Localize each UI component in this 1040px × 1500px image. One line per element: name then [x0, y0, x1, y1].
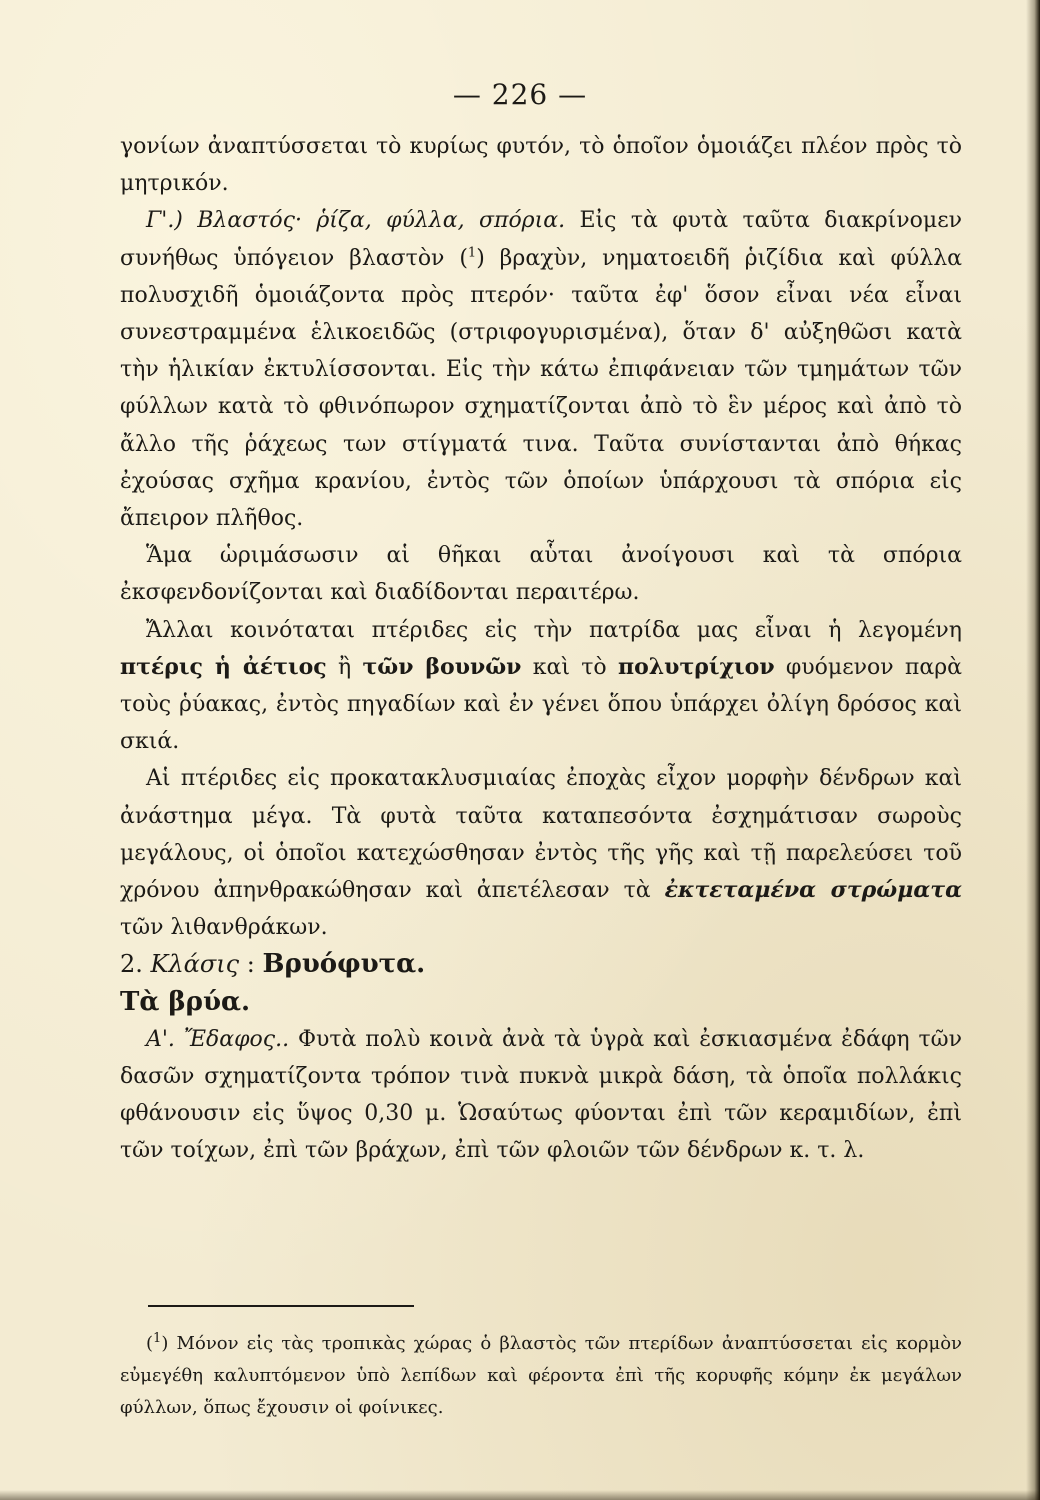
term-polytrichion: πολυτρίχιον	[617, 653, 775, 680]
footnote-mark-close: )	[161, 1333, 169, 1354]
paragraph-4-text-c: ἢ	[326, 654, 363, 680]
page-edge-shadow	[1026, 0, 1040, 1500]
section-label-g: Γ'.) Βλαστός· ῥίζα, φύλλα, σπόρια.	[146, 208, 566, 234]
footnotes	[120, 1328, 962, 1424]
paragraph-5-text-c: τῶν λιθανθράκων.	[120, 915, 328, 941]
term-strata: ἐκτεταμένα στρώματα	[664, 877, 963, 904]
term-pteris: πτέρις ἡ ἀέτιος	[120, 653, 327, 680]
class-number: 2.	[120, 950, 151, 979]
footnote-text: Μόνον εἰς τὰς τροπικὰς χώρας ὁ βλαστὸς τῶν πτερίδων ἀναπτύσσεται εἰς κορμὸν εὐμεγέθη καλυπτόμενον ὑπὸ λεπίδων καὶ φέροντα ἐπὶ τῆς κορυφῆς κόμην ἐκ μεγάλων φύλλων, ὅπως ἔχουσιν οἱ φοίνικες.	[120, 1333, 962, 1418]
paragraph-2-text-b: ) βραχὺν, νηματοειδῆ ῥιζίδια καὶ φύλλα πολυσχιδῆ ὁμοιάζοντα πρὸς πτερόν· ταῦτα ἐφ' ὅσον εἶναι νέα εἶναι συνεστραμμένα ἑλικοειδῶς (στριφογυρισμένα), ὅταν δ' αὐξηθῶσι κατὰ τὴν ἡλικίαν ἐκτυλίσσονται. Εἰς τὴν κάτω ἐπιφάνειαν τῶν τμημάτων τῶν φύλλων κατὰ τὸ φθινόπωρον σχηματίζονται ἀπὸ τὸ ἓν μέρος καὶ ἀπὸ τὸ ἄλλο τῆς ῥάχεως των στίγματά τινα. Ταῦτα συνίστανται ἀπὸ θήκας ἐχούσας σχῆμα κρανίου, ἐντὸς τῶν ὁποίων ὑπάρχουσι τὰ σπόρια εἰς ἄπειρον πλῆθος.	[120, 245, 962, 532]
term-vounon: τῶν βουνῶν	[362, 653, 522, 680]
footnote-divider	[148, 1305, 414, 1307]
subheading	[120, 984, 962, 1021]
main-text	[120, 128, 962, 1170]
page-bottom-shadow	[0, 1490, 1040, 1500]
class-heading	[120, 946, 962, 983]
paragraph-section-a	[120, 1021, 962, 1170]
paragraph-1: γονίων ἀναπτύσσεται τὸ κυρίως φυτόν, τὸ ὁποῖον ὁμοιάζει πλέον πρὸς τὸ μητρικόν.	[120, 134, 962, 197]
paragraph-4-text-a: Ἄλλαι κοινόταται πτέριδες εἰς τὴν πατρίδα μας εἶναι ἡ λεγομένη	[146, 617, 962, 643]
paragraph-3: Ἅμα ὡριμάσωσιν αἱ θῆκαι αὗται ἀνοίγουσι καὶ τὰ σπόρια ἐκσφενδονίζονται καὶ διαδίδονται περαιτέρω.	[120, 543, 962, 606]
section-label-a: Α'. Ἔδαφος..	[146, 1026, 290, 1052]
class-label: Κλάσις	[150, 950, 240, 979]
class-name: Βρυόφυτα.	[262, 949, 426, 980]
subheading-text: Τὰ βρύα.	[120, 986, 251, 1017]
footnote-ref: 1	[467, 245, 477, 261]
paragraph-5-text-a: Αἱ πτέριδες εἰς προκατακλυσμιαίας ἐποχὰς εἶχον μορφὴν δένδρων καὶ ἀνάστημα μέγα. Τὰ φυτὰ ταῦτα καταπεσόντα ἐσχημάτισαν σωροὺς μεγάλους, οἱ ὁποῖοι κατεχώσθησαν ἐντὸς τῆς γῆς καὶ τῇ παρελεύσει τοῦ χρόνου ἀπηνθρακώθησαν καὶ ἀπετέλεσαν τὰ	[120, 766, 962, 904]
paragraph-4-text-e: φυόμενον παρὰ τοὺς ῥύακας, ἐντὸς πηγαδίων καὶ ἐν γένει ὅπου ὑπάρχει ὀλίγη δρόσος καὶ σκιά.	[120, 654, 962, 755]
page-number: — 226 —	[452, 78, 588, 111]
footnote-mark: 1	[153, 1331, 162, 1346]
paragraph-2-text-a: Εἰς τὰ φυτὰ ταῦτα διακρίνομεν συνήθως ὑπόγειον βλαστὸν (	[120, 208, 962, 271]
paragraph-5	[120, 760, 962, 946]
paragraph-2	[120, 202, 962, 537]
footnote-mark-open: (	[146, 1333, 154, 1354]
class-colon: :	[239, 950, 263, 979]
footnote-1	[120, 1328, 962, 1424]
paragraph-4-text-d: καὶ τὸ	[521, 654, 618, 680]
section-a-text: Φυτὰ πολὺ κοινὰ ἀνὰ τὰ ὑγρὰ καὶ ἐσκιασμένα ἐδάφη τῶν δασῶν σχηματίζοντα τρόπον τινὰ πυκνὰ μικρὰ δάση, τὰ ὁποῖα πολλάκις φθάνουσιν εἰς ὕψος 0,30 μ. Ὡσαύτως φύονται ἐπὶ τῶν κεραμιδίων, ἐπὶ τῶν τοίχων, ἐπὶ τῶν βράχων, ἐπὶ τῶν φλοιῶν τῶν δένδρων κ. τ. λ.	[120, 1026, 962, 1164]
paragraph-4	[120, 612, 962, 761]
